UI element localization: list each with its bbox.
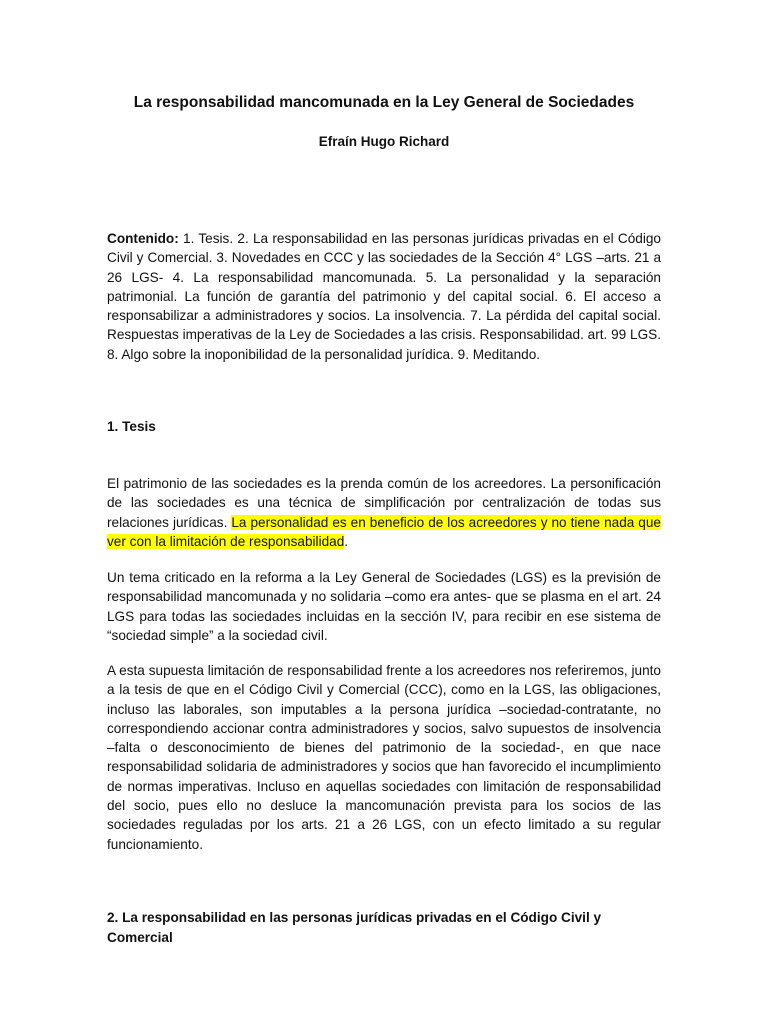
contents-label: Contenido:	[107, 231, 179, 246]
section-1-paragraph-3: A esta supuesta limitación de responsabilidad frente a los acreedores nos referiremos, junto a la tesis de que en el Código Civil y Comercial (CCC), como en la LGS, las obligaciones, incluso las laborales, son imputables a la persona jurídica –sociedad-contratante, no correspondiendo accionar contra administradores y socios, salvo supuestos de insolvencia –falta o desconocimiento de bienes del patrimonio de la sociedad-, en que nace responsabilidad solidaria de administradores y socios que han favorecido el incumplimiento de normas imperativas. Incluso en aquellas sociedades con limitación de responsabilidad del socio, pues ello no desluce la mancomunación prevista para los socios de las sociedades reguladas por los arts. 21 a 26 LGS, con un efecto limitado a su regular funcionamiento.	[107, 663, 661, 852]
paragraph-1-end: .	[344, 533, 349, 549]
highlighted-text: La personalidad es en beneficio de los acreedores y no tiene nada que ver con la limitación de responsabilidad	[107, 514, 661, 549]
section-1-heading: 1. Tesis	[107, 419, 156, 434]
section-1-paragraph-1	[107, 474, 661, 551]
contents-text: 1. Tesis. 2. La responsabilidad en las personas jurídicas privadas en el Código Civil y Comercial. 3. Novedades en CCC y las sociedades de la Sección 4° LGS –arts. 21 a 26 LGS- 4. La responsabilidad mancomunada. 5. La personalidad y la separación patrimonial. La función de garantía del patrimonio y del capital social. 6. El acceso a responsabilizar a administradores y socios. La insolvencia. 7. La pérdida del capital social. Respuestas imperativas de la Ley de Sociedades a las crisis. Responsabilidad. art. 99 LGS. 8. Algo sobre la inoponibilidad de la personalidad jurídica. 9. Meditando.	[107, 231, 661, 362]
paragraph-1-text: El patrimonio de las sociedades es la prenda común de los acreedores. La personificación de las sociedades es una técnica de simplificación por centralización de todas sus relaciones jurídicas.	[107, 476, 661, 530]
contents-paragraph	[107, 229, 661, 364]
section-2-heading: 2. La responsabilidad en las personas jurídicas privadas en el Código Civil y Comercial	[107, 910, 602, 945]
document-author: Efraín Hugo Richard	[318, 134, 450, 149]
document-title: La responsabilidad mancomunada en la Ley General de Sociedades	[133, 94, 635, 111]
section-1-paragraph-2: Un tema criticado en la reforma a la Ley General de Sociedades (LGS) es la previsión de responsabilidad mancomunada y no solidaria –como era antes- que se plasma en el art. 24 LGS para todas las sociedades incluidas en la sección IV, para recibir en ese sistema de “sociedad simple” a la sociedad civil.	[107, 570, 661, 643]
